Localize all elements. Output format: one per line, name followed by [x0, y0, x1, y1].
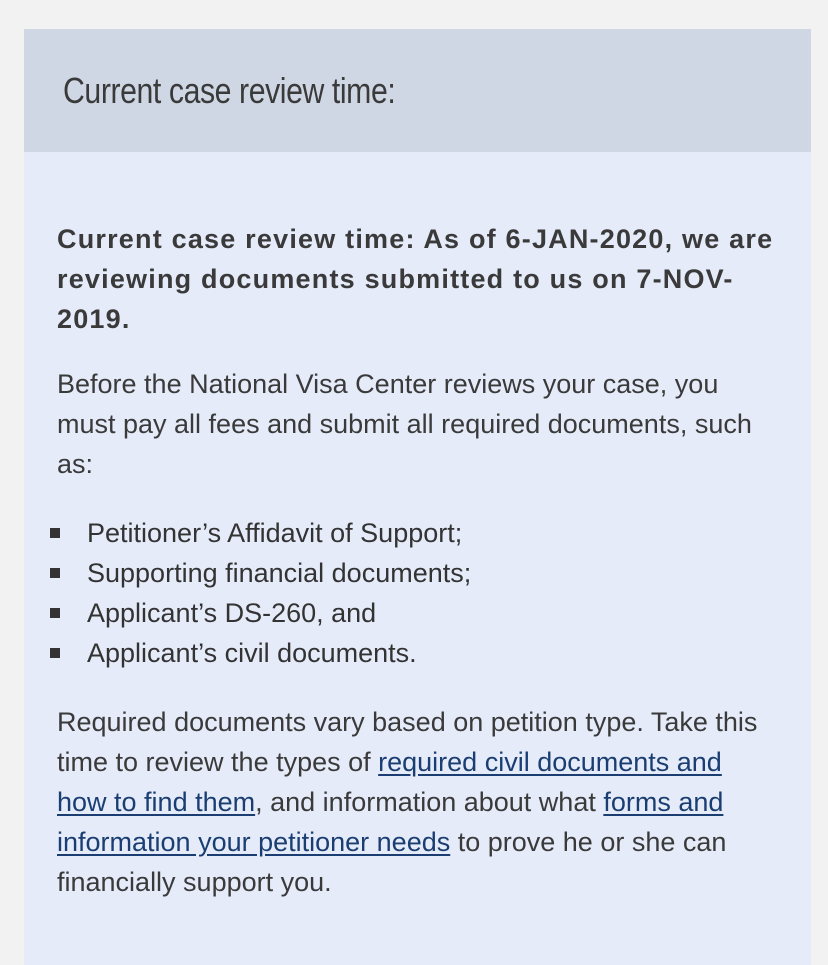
square-bullet-icon	[50, 568, 60, 578]
panel-title: Current case review time:	[63, 69, 396, 111]
list-item	[57, 553, 775, 593]
requirements-intro: Before the National Visa Center reviews your case, you must pay all fees and submit all required documents, such as:	[57, 369, 752, 479]
review-date-notice: Current case review time: As of 6-JAN-2020, we are reviewing documents submitted to us on 7-NOV-2019.	[57, 224, 774, 334]
list-item	[57, 513, 775, 553]
required-documents-list	[57, 513, 775, 673]
list-item-text: Petitioner’s Affidavit of Support;	[87, 518, 463, 548]
list-item-text: Applicant’s civil documents.	[87, 638, 417, 668]
list-item-text: Applicant’s DS-260, and	[87, 598, 377, 628]
case-review-panel	[24, 29, 811, 965]
civil-documents-link[interactable]: required civil documents and how to find them	[57, 747, 722, 817]
closing-text-1: Required documents vary based on petition type. Take this time to review the types of	[57, 707, 758, 777]
closing-paragraph	[57, 702, 775, 902]
list-item-text: Supporting financial documents;	[87, 558, 472, 588]
square-bullet-icon	[50, 528, 60, 538]
list-item	[57, 633, 775, 673]
closing-text-2: , and information about what	[255, 787, 604, 817]
panel-header	[24, 29, 811, 152]
closing-text-3: to prove he or she can financially support you.	[57, 827, 727, 897]
list-item	[57, 593, 775, 633]
square-bullet-icon	[50, 608, 60, 618]
square-bullet-icon	[50, 648, 60, 658]
petitioner-forms-link[interactable]: forms and information your petitioner needs	[57, 787, 724, 857]
panel-body	[24, 152, 811, 902]
